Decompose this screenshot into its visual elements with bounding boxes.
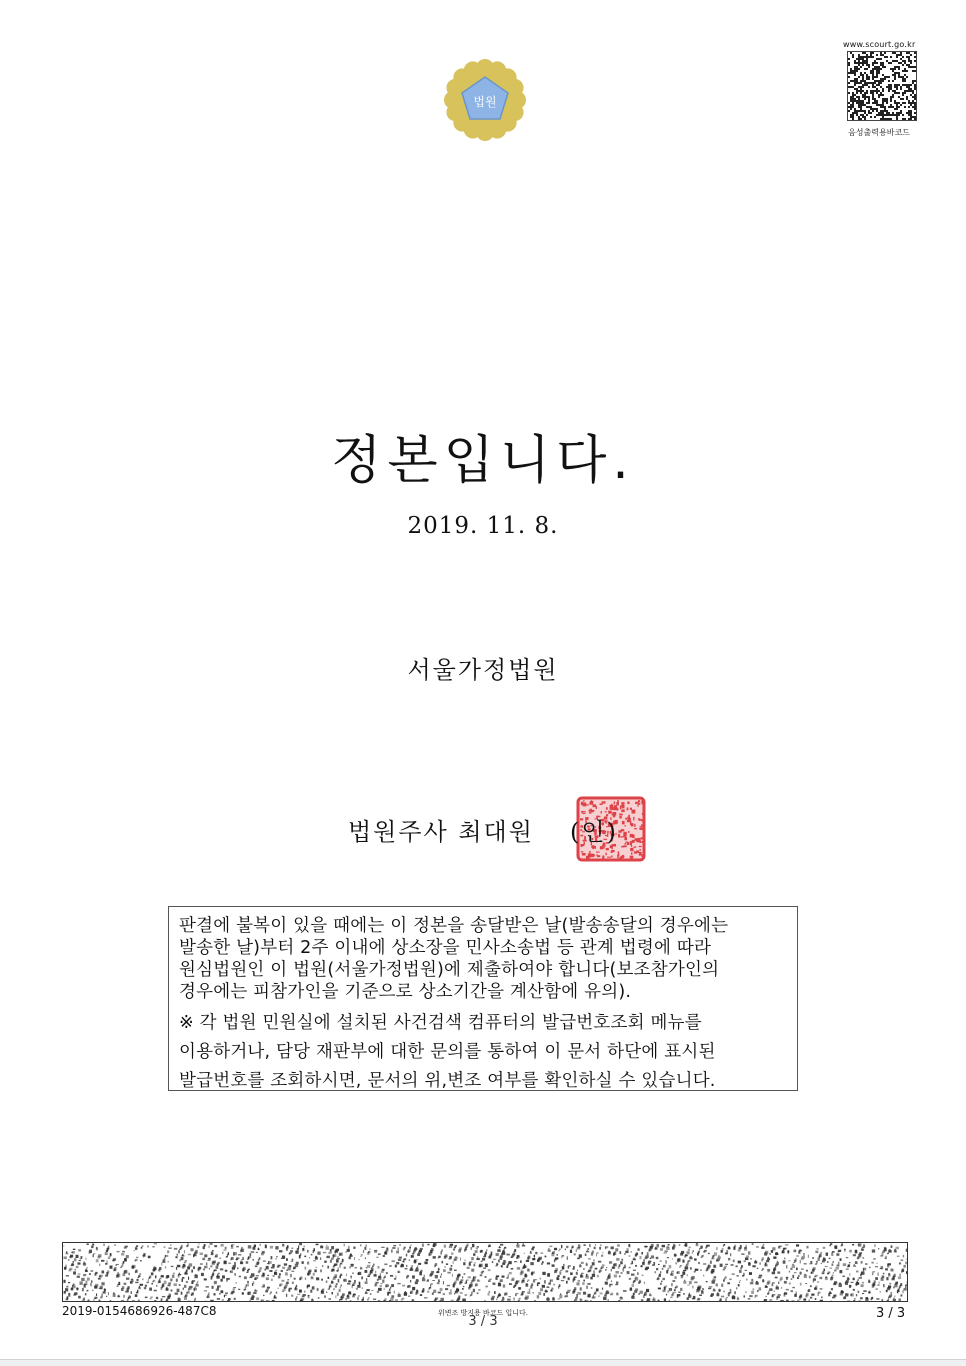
page-number-right: 3 / 3 xyxy=(876,1306,906,1321)
anti-forgery-barcode-icon xyxy=(62,1242,908,1302)
notice-line: 경우에는 피참가인을 기준으로 상소기간을 계산함에 유의). xyxy=(179,982,632,1002)
emblem-text: 법원 xyxy=(473,95,497,109)
notice-line: 이용하거나, 담당 재판부에 대한 문의를 통하여 이 문서 하단에 표시된 xyxy=(179,1042,716,1062)
page-edge xyxy=(0,1359,966,1366)
qr-code-icon xyxy=(847,51,917,121)
page-number-center: 3 / 3 xyxy=(468,1314,498,1329)
appeal-notice-box xyxy=(168,906,798,1091)
qr-caption: 음성출력용바코드 xyxy=(848,128,910,137)
issue-number: 2019-0154686926-487C8 xyxy=(62,1304,217,1318)
issue-date: 2019. 11. 8. xyxy=(407,513,559,539)
seal-mark: (인) xyxy=(570,818,618,846)
qr-code-block xyxy=(843,40,915,138)
barcode-caption: 위변조 방지용 바코드 입니다. xyxy=(437,1309,529,1317)
court-emblem-icon xyxy=(440,55,530,145)
court-name: 서울가정법원 xyxy=(407,656,559,684)
qr-url: www.scourt.go.kr xyxy=(843,40,916,49)
document-title: 정본입니다. xyxy=(331,431,635,491)
notice-line: ※ 각 법원 민원실에 설치된 사건검색 컴퓨터의 발급번호조회 메뉴를 xyxy=(179,1013,702,1033)
notice-line: 원심법원인 이 법원(서울가정법원)에 제출하여야 합니다(보조참가인의 xyxy=(179,960,720,980)
notice-line: 판결에 불복이 있을 때에는 이 정본을 송달받은 날(발송송달의 경우에는 xyxy=(179,916,729,936)
notice-line: 발급번호를 조회하시면, 문서의 위,변조 여부를 확인하실 수 있습니다. xyxy=(179,1071,716,1091)
notice-line: 발송한 날)부터 2주 이내에 상소장을 민사소송법 등 관계 법령에 따라 xyxy=(179,938,712,958)
clerk-name: 법원주사 최대원 xyxy=(348,818,534,846)
